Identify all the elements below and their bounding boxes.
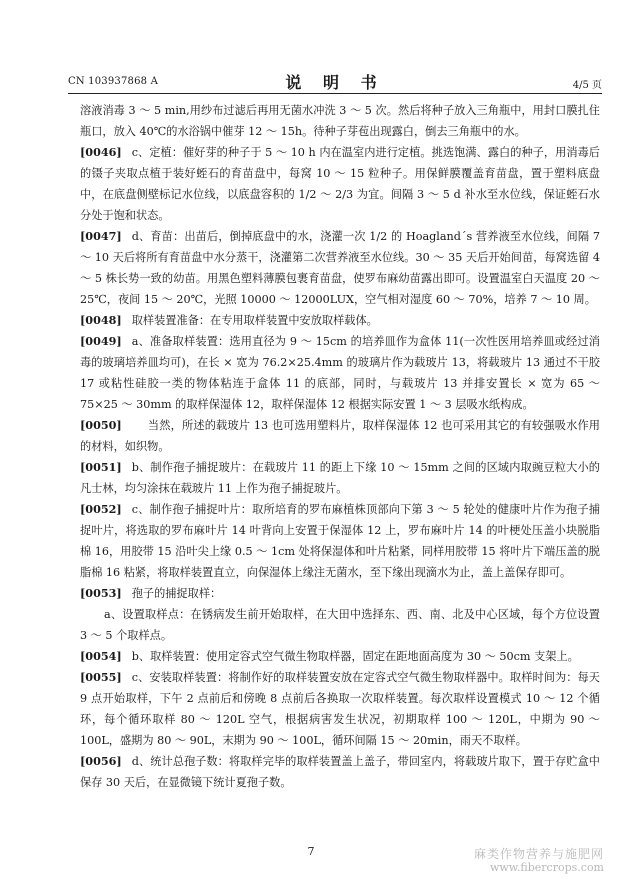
watermark xyxy=(474,847,604,875)
document-title: 说 明 书 xyxy=(285,73,385,92)
paragraph xyxy=(80,310,600,331)
paragraph-number: [0048] xyxy=(80,313,122,327)
document-number: CN 103937868 A xyxy=(68,76,159,87)
paragraph-text: c、制作孢子捕捉叶片：取所培育的罗布麻植株顶部向下第 3 ～ 5 轮处的健康叶片作为孢子捕捉叶片，将选取的罗布麻叶片 14 叶背向上安置于保湿体 12 上，罗布麻叶片 14 的叶梗处压盖小块脱脂棉 16，用胶带 15 沿叶尖上缘 0.5 ～ 1cm 处将保湿体和叶片粘紧，同样用胶带 15 将叶片下端压盖的脱脂棉 16 粘紧，将取样装置直立，向保湿体上缘注无菌水，至下缘出现滴水为止，盖上盖保存即可。 xyxy=(80,503,600,579)
paragraph xyxy=(80,100,600,142)
document-body xyxy=(80,100,600,793)
paragraph-text: 当然，所述的载玻片 13 也可选用塑料片，取样保湿体 12 也可采用其它的有较强吸水作用的材料，如织物。 xyxy=(80,419,600,453)
paragraph-text: d、育苗：出苗后，倒掉底盘中的水，浇灌一次 1/2 的 Hoagland´s 营养液至水位线，间隔 7 ～ 10 天后将所有育苗盘中水分蒸干，浇灌第二次营养液至水位线。30 ～ 35 天后开始间苗，每窝选留 4 ～ 5 株长势一致的幼苗。用黑色塑料薄膜包裹育苗盘，使罗布麻幼苗露出即可。设置温室白天温度 20 ～ 25℃，夜间 15 ～ 20℃，光照 10000 ～ 12000LUX，空气相对湿度 60 ～ 70%，培养 7 ～ 10 周。 xyxy=(80,230,600,306)
paragraph-text: 取样装置准备：在专用取样装置中安放取样载体。 xyxy=(131,314,378,327)
page-number: 7 xyxy=(307,845,315,858)
paragraph-number: [0049] xyxy=(80,334,122,348)
header-rule xyxy=(68,93,602,94)
paragraph-number: [0055] xyxy=(80,670,122,684)
watermark-url: www.fibercrops.com xyxy=(489,861,604,874)
paragraph-text: a、设置取样点：在锈病发生前开始取样，在大田中选择东、西、南、北及中心区域，每个方位设置 3 ～ 5 个取样点。 xyxy=(80,608,600,642)
paragraph-number: [0053] xyxy=(80,586,122,600)
watermark-site-name: 麻类作物营养与施肥网 xyxy=(473,847,604,861)
paragraph-number: [0051] xyxy=(80,460,122,474)
paragraph xyxy=(80,604,600,646)
paragraph-number: [0047] xyxy=(80,229,122,243)
paragraph xyxy=(80,499,600,583)
paragraph-text: b、制作孢子捕捉玻片：在载玻片 11 的距上下缘 10 ～ 15mm 之间的区域内取豌豆粒大小的凡士林，均匀涂抹在载玻片 11 上作为孢子捕捉玻片。 xyxy=(80,461,600,495)
paragraph-text: b、取样装置：使用定容式空气微生物取样器，固定在距地面高度为 30 ～ 50cm 支架上。 xyxy=(131,650,579,663)
paragraph-text: 孢子的捕捉取样： xyxy=(131,587,222,600)
paragraph-number: [0052] xyxy=(80,502,122,516)
paragraph xyxy=(80,667,600,751)
paragraph-text: d、统计总孢子数：将取样完毕的取样装置盖上盖子，带回室内，将载玻片取下，置于存贮盒中保存 30 天后，在显微镜下统计夏孢子数。 xyxy=(80,755,600,789)
paragraph-number: [0054] xyxy=(80,649,122,663)
paragraph xyxy=(80,583,600,604)
page-header xyxy=(68,70,602,94)
paragraph xyxy=(80,415,600,457)
paragraph-text: c、定植：催好芽的种子于 5 ～ 10 h 内在温室内进行定植。挑选饱满、露白的种子，用消毒后的镊子夹取点植于装好蛭石的育苗盘中，每窝 10 ～ 15 粒种子。用保鲜膜覆盖育苗盘，置于塑料底盘中，在底盘侧壁标记水位线，以底盘容积的 1/2 ～ 2/3 为宜。间隔 3 ～ 5 d 补水至水位线，保证蛭石水分处于饱和状态。 xyxy=(80,146,600,222)
paragraph xyxy=(80,457,600,499)
paragraph xyxy=(80,751,600,793)
paragraph-number: [0050] xyxy=(80,418,122,432)
paragraph-text: a、准备取样装置：选用直径为 9 ～ 15cm 的培养皿作为盒体 11(一次性医用培养皿或经过消毒的玻璃培养皿均可)，在长 × 宽为 76.2×25.4mm 的玻璃片作为载玻片 13，将载玻片 13 通过不干胶 17 或粘性硅胶一类的物体粘连于盒体 11 的底部，同时，与载玻片 13 并排安置长 × 宽为 65 ～ 75×25 ～ 30mm 的取样保湿体 12，取样保湿体 12 根据实际安置 1 ～ 3 层吸水纸构成。 xyxy=(80,335,600,411)
paragraph-text: c、安装取样装置：将制作好的取样装置安放在定容式空气微生物取样器中。取样时间为：每天 9 点开始取样，下午 2 点前后和傍晚 8 点前后各换取一次取样装置。每次取样设置模式 10 ～ 12 个循环，每个循环取样 80 ～ 120L 空气，根据病害发生状况，初期取样 100 ～ 120L，中期为 90 ～ 100L，盛期为 80 ～ 90L，末期为 90 ～ 100L，循环间隔 15 ～ 20min，雨天不取样。 xyxy=(80,671,600,747)
paragraph-text: 溶液消毒 3 ～ 5 min,用纱布过滤后再用无菌水冲洗 3 ～ 5 次。然后将种子放入三角瓶中，用封口膜扎住瓶口，放入 40℃的水浴锅中催芽 12 ～ 15h。待种子芽苞出现露白，倒去三角瓶中的水。 xyxy=(80,104,600,138)
paragraph-number: [0046] xyxy=(80,145,122,159)
paragraph xyxy=(80,646,600,667)
paragraph xyxy=(80,142,600,226)
page-reference: 4/5 页 xyxy=(572,80,602,91)
paragraph xyxy=(80,331,600,415)
paragraph xyxy=(80,226,600,310)
paragraph-number: [0056] xyxy=(80,754,122,768)
